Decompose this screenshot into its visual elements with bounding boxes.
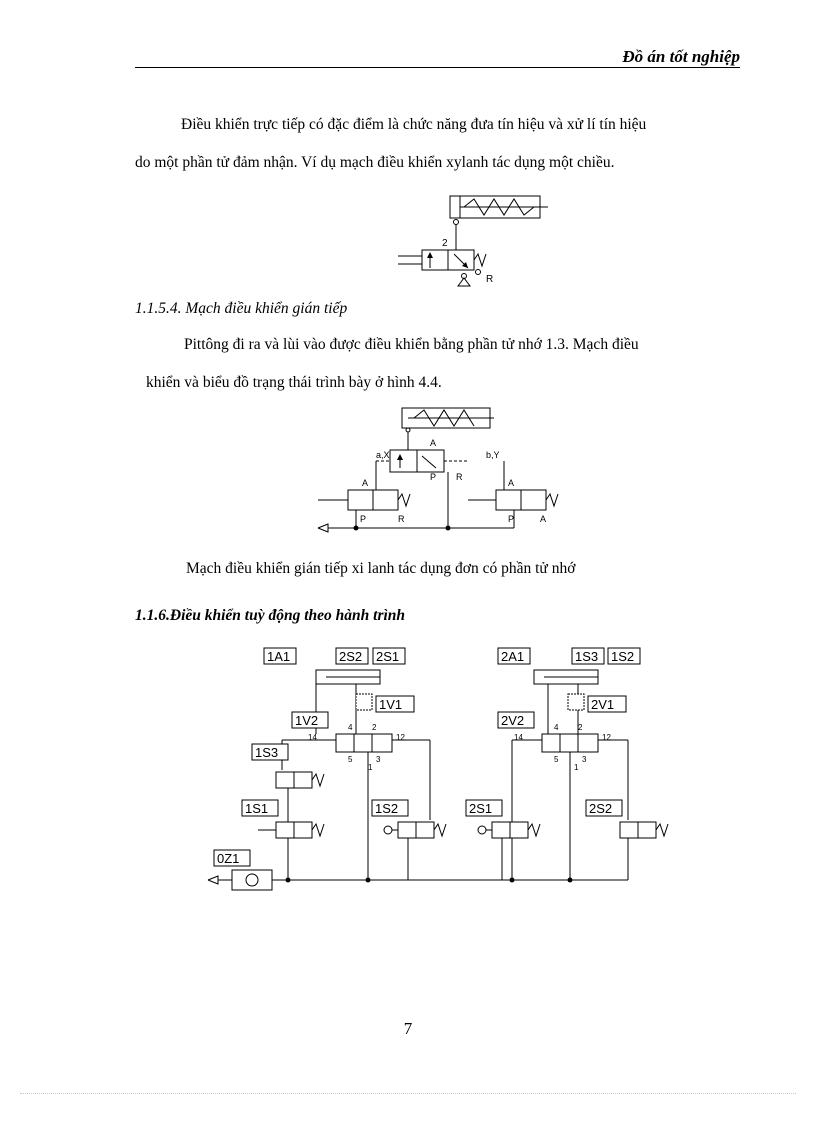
figure-2-caption: Mạch điều khiển gián tiếp xi lanh tác dụng đơn có phần tử nhớ (186, 560, 576, 577)
fig2-port-a-right: A (508, 478, 515, 488)
port-14-right: 14 (514, 733, 523, 742)
port-r-label: R (486, 274, 494, 285)
label-2A1: 2A1 (501, 649, 525, 664)
fig2-port-a-right-bottom: A (540, 514, 547, 524)
port-3-right: 3 (582, 755, 587, 764)
header-title: Đồ án tốt nghiệp (622, 47, 740, 66)
section-1-1-5-4-line-1: Pittông đi ra và lùi vào được điều khiển bằng phần tử nhớ 1.3. Mạch điều (184, 336, 639, 353)
label-1S3: 1S3 (255, 745, 279, 760)
label-1S2-top: 1S2 (611, 649, 635, 664)
fig2-port-a-top: A (430, 438, 437, 448)
label-2S1-top: 2S1 (376, 649, 400, 664)
fig2-port-p-top: P (430, 472, 437, 482)
port-12-left: 12 (396, 733, 405, 742)
section-heading-1-1-5-4: 1.1.5.4. Mạch điều khiển gián tiếp (135, 300, 348, 317)
label-1A1: 1A1 (267, 649, 291, 664)
port-2-label: 2 (442, 238, 448, 249)
footer-divider (20, 1093, 796, 1094)
port-1-left: 1 (368, 763, 373, 772)
label-1V1: 1V1 (379, 697, 403, 712)
label-1S2-bottom: 1S2 (375, 801, 399, 816)
intro-line-2: do một phần tử đảm nhận. Ví dụ mạch điều khiển xylanh tác dụng một chiều. (135, 154, 615, 171)
label-2V1: 2V1 (591, 697, 615, 712)
port-5-left: 5 (348, 755, 353, 764)
label-1S3-top: 1S3 (575, 649, 599, 664)
figure-indirect-control (318, 404, 578, 534)
port-12-right: 12 (602, 733, 611, 742)
service-unit (232, 870, 272, 890)
fig2-ax-label: a,X (376, 450, 390, 460)
label-2S2-top: 2S2 (339, 649, 363, 664)
fig2-by-label: b,Y (486, 450, 500, 460)
valve-2V2 (542, 734, 598, 752)
fig2-port-r-top: R (456, 472, 463, 482)
header-divider (135, 67, 740, 68)
section-1-1-5-4-line-2: khiển và biểu đồ trạng thái trình bày ở hình 4.4. (146, 374, 442, 391)
port-14-left: 14 (308, 733, 317, 742)
port-2-right: 2 (578, 723, 583, 732)
port-3-left: 3 (376, 755, 381, 764)
port-4-right: 4 (554, 723, 559, 732)
section-heading-1-1-6: 1.1.6.Điều khiển tuỳ động theo hành trình (135, 607, 406, 624)
label-1V2: 1V2 (295, 713, 319, 728)
section-1-1-5-4-paragraph (146, 326, 730, 402)
port-4-left: 4 (348, 723, 353, 732)
fig2-port-a-left: A (362, 478, 369, 488)
figure-travel-control (208, 640, 688, 900)
fig2-port-p-right: P (508, 514, 515, 524)
label-1S1: 1S1 (245, 801, 269, 816)
label-0Z1: 0Z1 (217, 851, 240, 866)
fig2-port-r-left: R (398, 514, 405, 524)
intro-line-1: Điều khiển trực tiếp có đặc điểm là chức năng đưa tín hiệu và xử lí tín hiệu (181, 116, 647, 133)
port-1-right: 1 (574, 763, 579, 772)
port-5-right: 5 (554, 755, 559, 764)
page-number: 7 (403, 1019, 413, 1038)
label-2V2: 2V2 (501, 713, 525, 728)
valve-1V2 (336, 734, 392, 752)
port-2-left: 2 (372, 723, 377, 732)
figure-direct-control (398, 190, 548, 290)
label-2S1-bottom: 2S1 (469, 801, 493, 816)
intro-paragraph (135, 106, 730, 182)
label-2S2-bottom: 2S2 (589, 801, 613, 816)
fig2-port-p-left: P (360, 514, 367, 524)
